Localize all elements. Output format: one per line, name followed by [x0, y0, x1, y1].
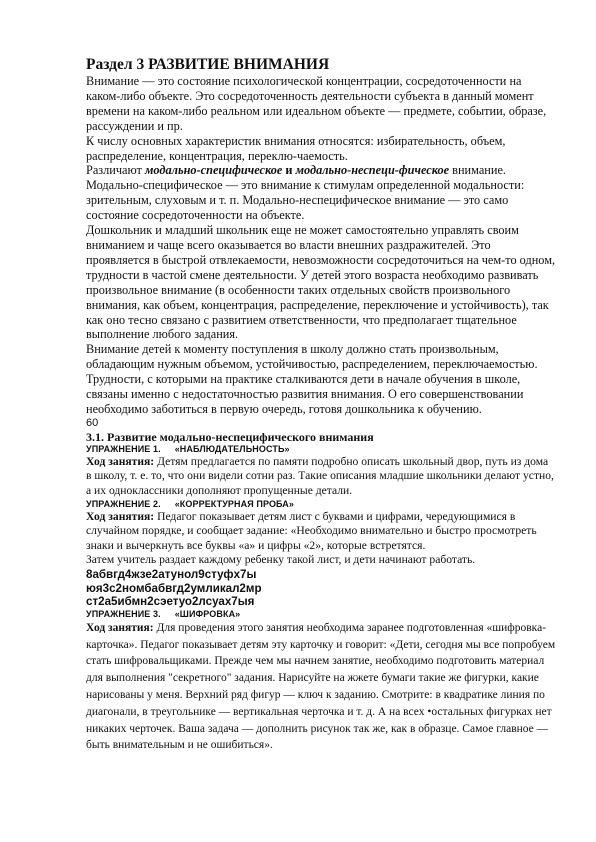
distinguish-before: Различают: [86, 163, 145, 178]
exercise-2-name: «КОРРЕКТУРНАЯ ПРОБА»: [174, 498, 294, 509]
exercise-3-heading: [86, 609, 556, 620]
paragraph-preschooler: Дошкольник и младший школьник еще не может самостоятельно управлять своим вниманием и чаще всего оказывается во власти внешних раздражителей. Это проявляется в быстрой отвлекаемости, невозможности сосредоточиться на чем-то одном, трудности в частой смене деятельности. У детей этого возраста необходимо развивать произвольное внимание (в особенности таких отдельных свойств произвольного внимания, как объем, концентрация, распределение, переключение и устойчивость), так как оно тесно связано с развитием ответственности, что предполагает тщательное выполнение любого задания.: [86, 223, 556, 342]
term-modal-nonspecific: модально-неспеци-фическое: [295, 163, 450, 178]
letter-row-3: ст2а5ибмн2сэетуо2лсуах7ыя: [86, 595, 255, 609]
exercise-2-course-label: Ход занятия:: [86, 509, 155, 523]
exercise-3-course-label: Ход занятия:: [86, 621, 154, 634]
exercise-1-text: Детям предлагается по памяти подробно описать школьный двор, путь из дома в школу, т. е. то, что они видели сотни раз. Такие описания младшие школьники делают устно, а их одноклассники дополняют пропущенные детали.: [86, 454, 554, 498]
term-modal-specific: модально-специфическое: [145, 163, 283, 178]
exercise-1-course-label: Ход занятия:: [86, 454, 155, 468]
distinguish-mid: и: [282, 163, 296, 178]
page-content: [86, 56, 556, 754]
exercise-2-label: УПРАЖНЕНИЕ 2.: [86, 498, 161, 509]
paragraph-definition: Внимание — это состояние психологической концентрации, сосредоточенности на каком-либо объекте. Это сосредоточенность деятельности субъекта в данный момент времени на каком-либо реальном или идеальном объекте — предмете, событии, образе, рассуждении и пр.: [86, 74, 547, 133]
exercise-3-label: УПРАЖНЕНИЕ 3.: [86, 608, 161, 619]
exercise-1-heading: [86, 444, 556, 455]
exercise-2-extra: Затем учитель раздает каждому ребенку такой лист, и дети начинают работать.: [86, 553, 476, 567]
exercise-2-heading: [86, 499, 556, 510]
exercise-1-label: УПРАЖНЕНИЕ 1.: [86, 443, 161, 454]
exercise-1-name: «НАБЛЮДАТЕЛЬНОСТЬ»: [174, 443, 290, 454]
exercise-2-body: [86, 510, 556, 554]
exercise-2-text: Педагог показывает детям лист с буквами и цифрами, чередующимися в случайном порядке, и сообщает задание: «Необходимо внимательно и быстро просмотреть знаки и вычеркнуть все буквы «а» и цифры «2», которые встретятся.: [86, 509, 537, 552]
paragraph-characteristics: К числу основных характеристик внимания относятся: избирательность, объем, распределение, концентрация, переклю-чаемость.: [86, 133, 506, 163]
letter-row-1: 8абвгд4жзе2атунол9стуфх7ы: [86, 568, 257, 581]
letter-row-2: юя3с2номбабвгд2умликал2мр: [86, 581, 262, 595]
section-title: Раздел 3 РАЗВИТИЕ ВНИМАНИЯ: [86, 56, 330, 73]
exercise-1-body: [86, 455, 556, 499]
exercise-3-text: Для проведения этого занятия необходима заранее подготовленная «шифровка-карточка». Педагог показывает детям эту карточку и говорит: «Дети, сегодня мы все попробуем стать шифровальщиками. Прежде чем мы начнем занятие, необходимо подготовить материал для выполнения "секретного" задания. Нарисуйте на жжете бумаги такие же фигурки, какие нарисованы у меня. Верхний ряд фигур — ключ к заданию. Смотрите: в квадратике линия по диагонали, в треугольнике — вертикальная черточка и т. д. А на всех •остальных фигурках нет никаких черточек. Ваша задача — дополнить рисунок так же, как в образце. Самое главное — быть внимательным и не ошибиться».: [86, 621, 556, 752]
paragraph-school-readiness: Внимание детей к моменту поступления в школу должно стать произвольным, обладающим нужным объемом, устойчивостью, распределением, переключаемостью. Трудности, с которыми на практике сталкиваются дети в начале обучения в школе, связаны именно с недостаточностью развития внимания. О его совершенствовании необходимо заботиться в первую очередь, готовя дошкольника к обучению.: [86, 342, 538, 416]
exercise-3-name: «ШИФРОВКА»: [174, 608, 241, 619]
distinguish-after: внимание.: [449, 163, 506, 178]
page-number: 60: [86, 416, 99, 429]
paragraph-modal-definitions: Модально-специфическое — это внимание к стимулам определенной модальности: зрительным, слуховым и т. п. Модально-неспецифическое внимание — это само состояние сосредоточенности на объекте.: [86, 178, 525, 223]
paragraph-distinguish: [86, 163, 556, 178]
exercise-3-body: [86, 620, 556, 754]
subsection-title: 3.1. Развитие модально-неспецифического внимания: [86, 429, 374, 444]
